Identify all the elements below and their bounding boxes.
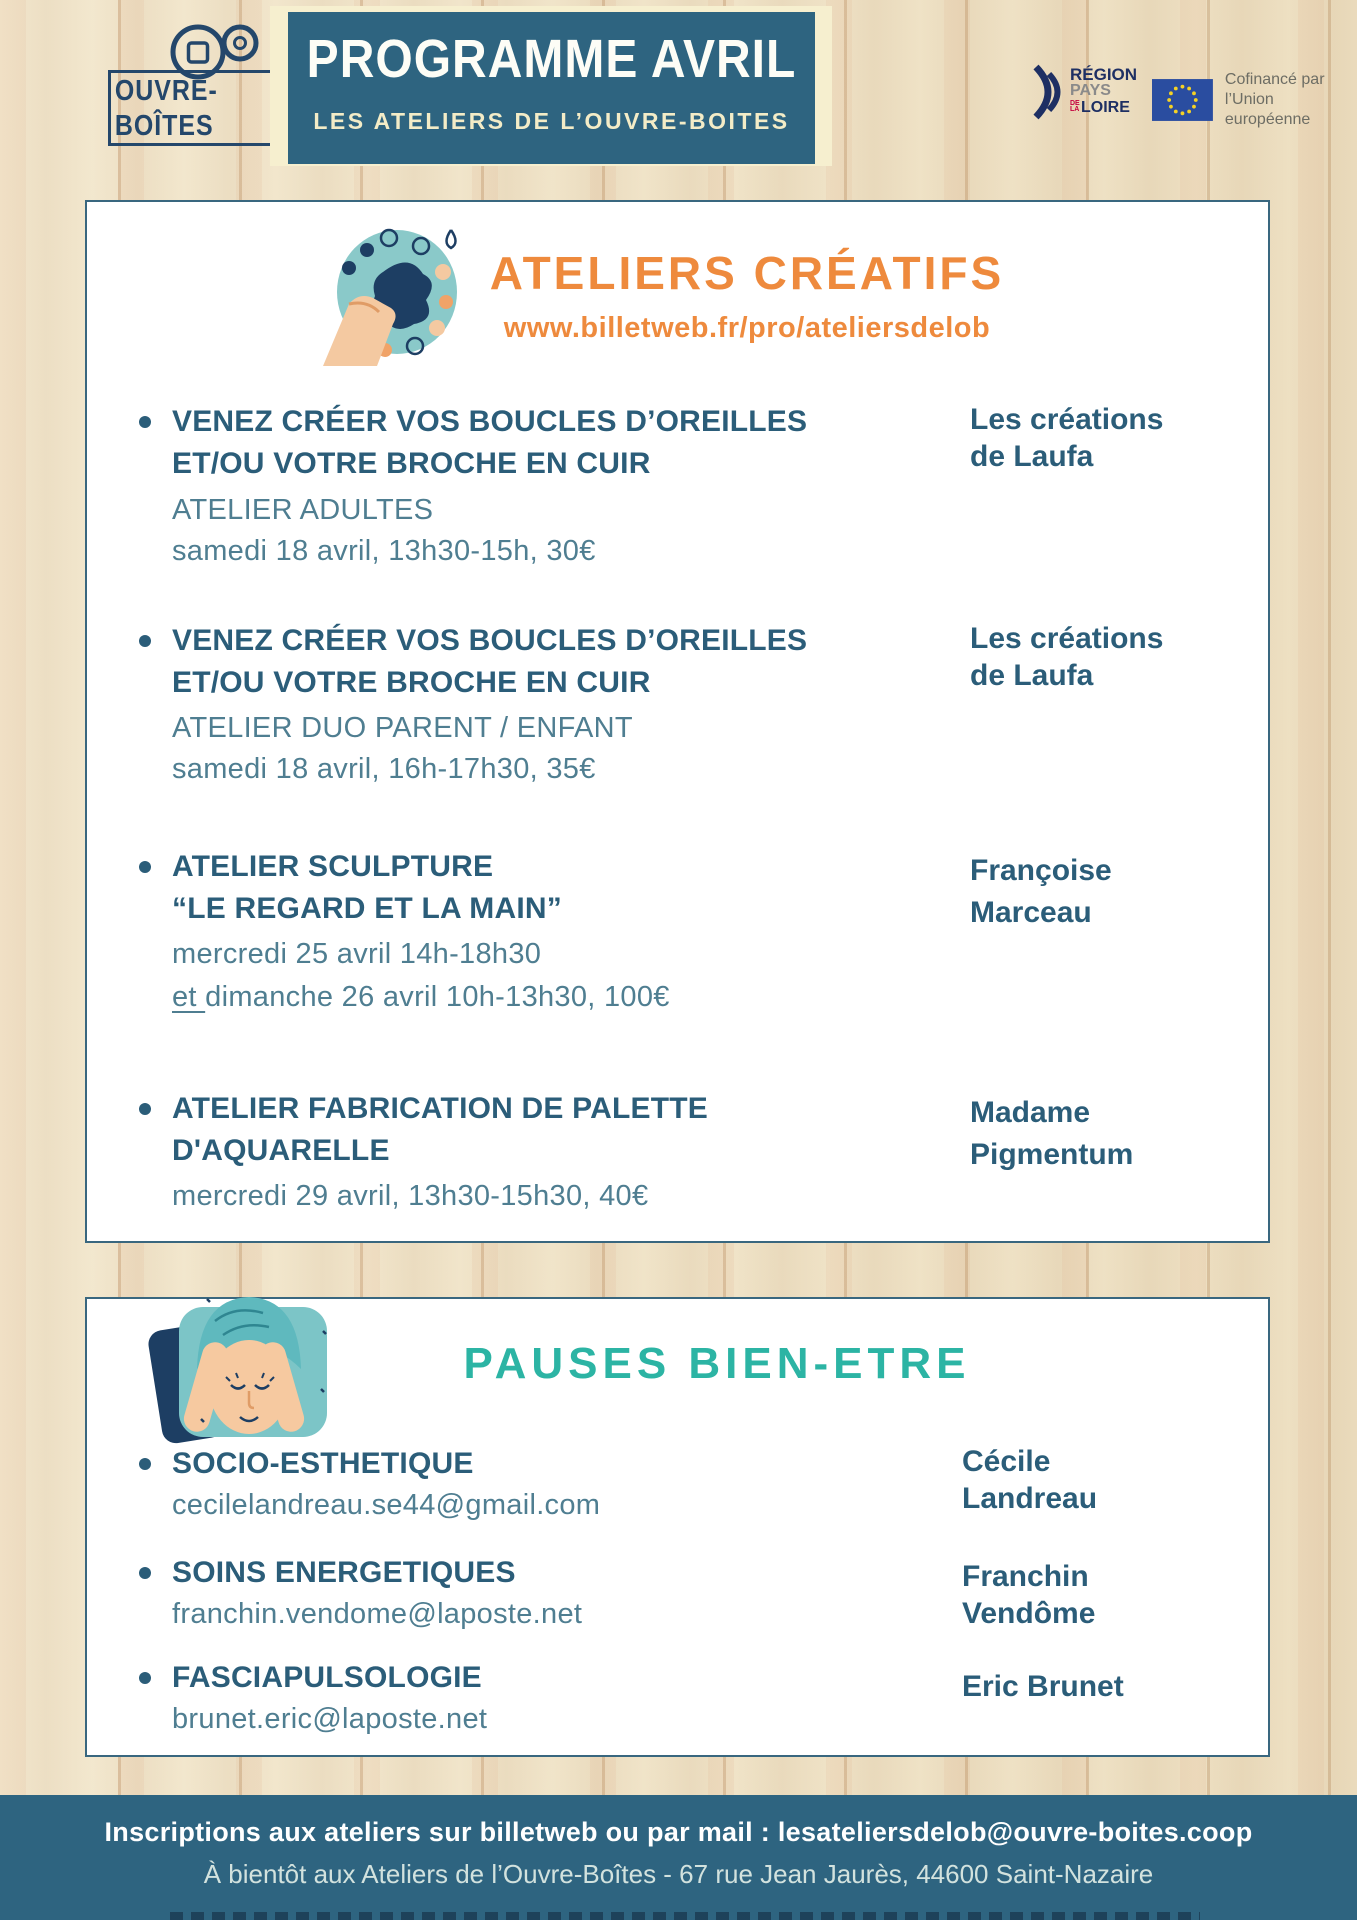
eu-caption-line2: l’Union européenne — [1224, 91, 1311, 128]
bullet-icon — [139, 1458, 151, 1470]
footer-address-line: À bientôt aux Ateliers de l’Ouvre-Boîtes - 67 rue Jean Jaurès, 44600 Saint-Nazaire — [203, 1859, 1154, 1889]
page-title: PROGRAMME AVRIL — [306, 29, 797, 90]
creative-workshops-card — [85, 200, 1270, 1243]
workshop-detail: samedi 18 avril, 16h-17h30, 35€ — [172, 753, 596, 785]
footer-band — [0, 1795, 1357, 1920]
workshop-title: VENEZ CRÉER VOS BOUCLES D’OREILLES — [172, 624, 808, 657]
region-logo-line2: PAYS — [1070, 82, 1111, 100]
workshop-detail: mercredi 25 avril 14h-18h30 — [172, 938, 542, 970]
workshop-presenter: de Laufa — [970, 659, 1094, 692]
region-pays-de-la-loire-logo — [1032, 64, 1137, 120]
wellness-card — [85, 1297, 1270, 1757]
workshop-detail: ATELIER ADULTES — [172, 494, 434, 526]
workshop-presenter: Françoise — [970, 854, 1112, 887]
workshop-detail: samedi 18 avril, 13h30-15h, 30€ — [172, 535, 596, 567]
service-title: FASCIAPULSOLOGIE — [172, 1661, 482, 1694]
workshop-presenter: Marceau — [970, 896, 1092, 929]
bullet-icon — [139, 1672, 151, 1684]
eu-cofinance-logo — [1152, 70, 1357, 130]
region-logo-small: DE LA — [1070, 99, 1080, 114]
workshop-detail: mercredi 29 avril, 13h30-15h30, 40€ — [172, 1180, 649, 1212]
workshop-detail: ATELIER DUO PARENT / ENFANT — [172, 712, 633, 744]
bullet-icon — [139, 861, 151, 873]
bullet-icon — [139, 416, 151, 428]
service-title: SOINS ENERGETIQUES — [172, 1556, 516, 1589]
service-title: SOCIO-ESTHETIQUE — [172, 1447, 474, 1480]
workshop-title: D'AQUARELLE — [172, 1134, 390, 1167]
workshop-title: ATELIER SCULPTURE — [172, 850, 494, 883]
workshop-presenter: Les créations — [970, 403, 1164, 436]
service-email: brunet.eric@laposte.net — [172, 1703, 488, 1735]
title-banner — [288, 12, 815, 164]
workshop-title: ATELIER FABRICATION DE PALETTE — [172, 1092, 708, 1125]
footer-inscriptions-line: Inscriptions aux ateliers sur billetweb ou par mail : lesateliersdelob@ouvre-boites.coop — [104, 1817, 1253, 1847]
workshop-title: “LE REGARD ET LA MAIN” — [172, 892, 562, 925]
service-presenter: Franchin — [962, 1560, 1089, 1593]
page-subtitle: LES ATELIERS DE L’OUVRE-BOITES — [313, 108, 790, 134]
region-logo-line1: RÉGION — [1070, 65, 1138, 84]
workshop-presenter: Les créations — [970, 622, 1164, 655]
bullet-icon — [139, 1103, 151, 1115]
service-email: franchin.vendome@laposte.net — [172, 1598, 583, 1630]
region-logo-line3: LOIRE — [1081, 98, 1130, 116]
eu-flag-icon — [1152, 78, 1213, 122]
eu-caption-line1: Cofinancé par — [1224, 71, 1325, 88]
wellness-card-title: PAUSES BIEN-ETRE — [463, 1339, 971, 1388]
workshop-title: ET/OU VOTRE BROCHE EN CUIR — [172, 666, 651, 699]
facial-massage-icon — [137, 1269, 347, 1459]
underlined-word: et — [172, 981, 206, 1013]
creative-card-url: www.billetweb.fr/pro/ateliersdelob — [503, 312, 991, 344]
bullet-icon — [139, 1567, 151, 1579]
workshop-presenter: Pigmentum — [970, 1138, 1134, 1171]
region-bracket-icon — [1032, 64, 1062, 120]
service-presenter: Vendôme — [962, 1597, 1096, 1630]
creative-card-title: ATELIERS CRÉATIFS — [489, 247, 1005, 299]
bullet-icon — [139, 635, 151, 647]
service-presenter: Eric Brunet — [962, 1670, 1124, 1703]
workshop-presenter: Madame — [970, 1096, 1091, 1129]
workshop-title: ET/OU VOTRE BROCHE EN CUIR — [172, 447, 651, 480]
clipped-bottom-text — [170, 1912, 1200, 1920]
workshop-presenter: de Laufa — [970, 440, 1094, 473]
service-email: cecilelandreau.se44@gmail.com — [172, 1489, 601, 1521]
workshop-detail: et dimanche 26 avril 10h-13h30, 100€ — [172, 981, 670, 1013]
ouvre-boites-logo-text: OUVRE-BOÎTES — [114, 73, 218, 142]
service-presenter: Landreau — [962, 1482, 1098, 1515]
service-presenter: Cécile — [962, 1445, 1051, 1478]
workshop-title: VENEZ CRÉER VOS BOUCLES D’OREILLES — [172, 405, 808, 438]
